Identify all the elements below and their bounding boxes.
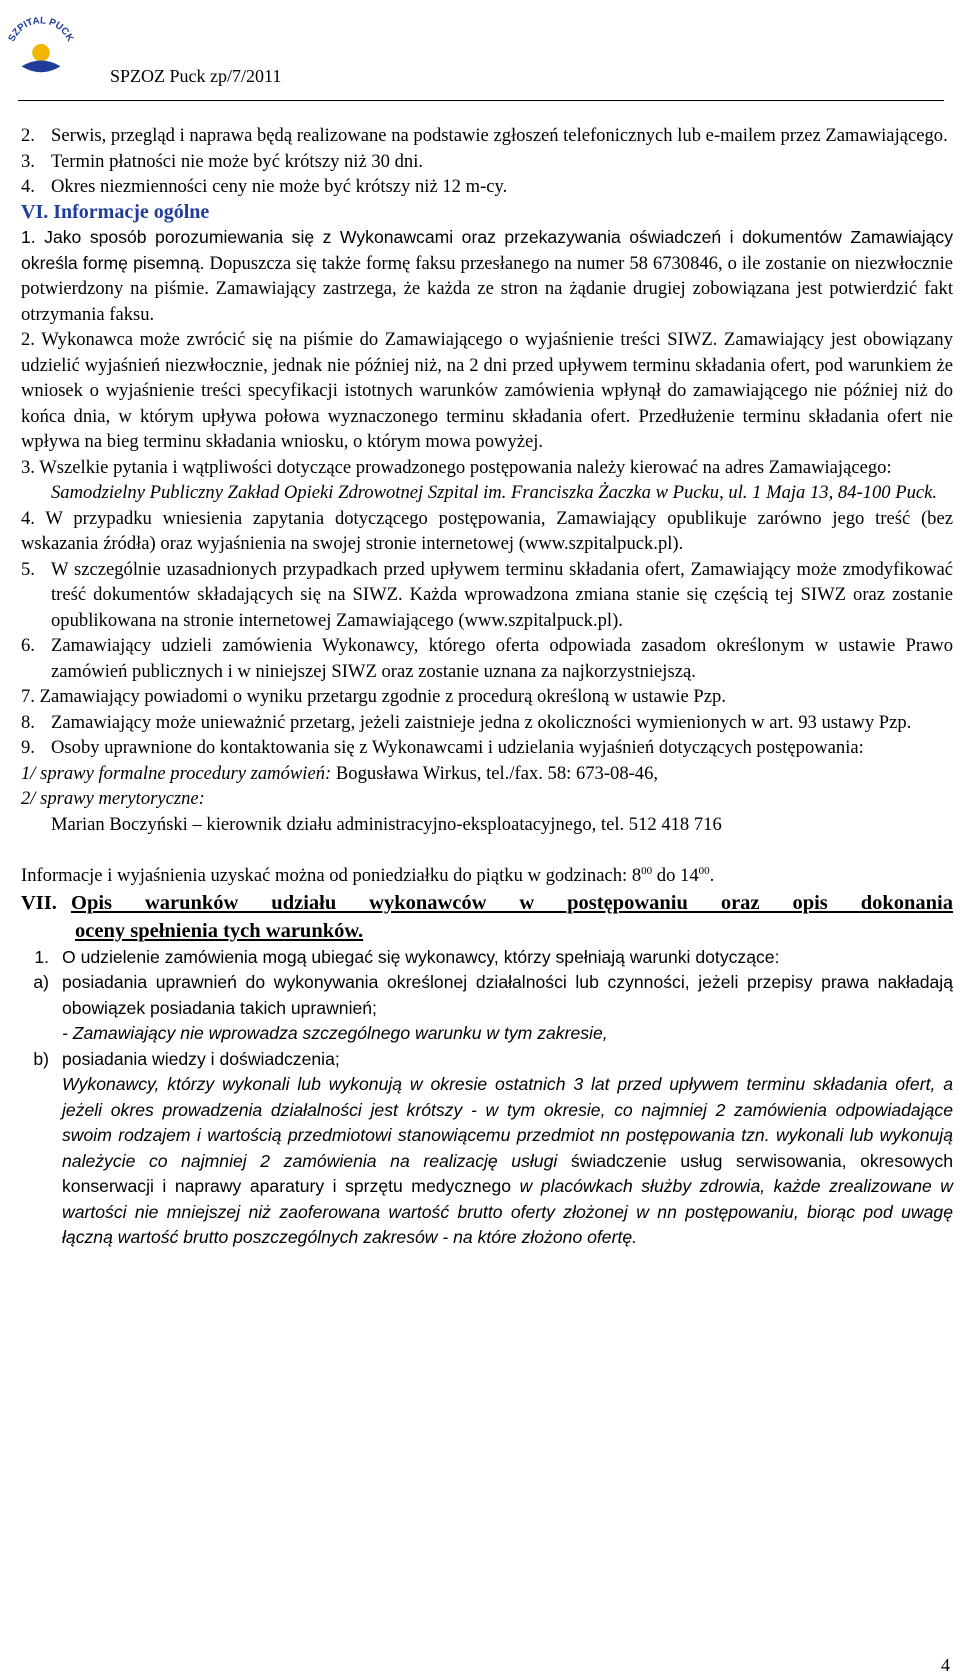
list-item: 2. Serwis, przegląd i naprawa będą realizowane na podstawie zgłoszeń telefonicznych lub e-mailem przez Zamawiającego. xyxy=(21,125,948,146)
page-number: 4 xyxy=(941,1655,950,1675)
section6-item-3: 3. Wszelkie pytania i wątpliwości dotyczące prowadzonego postępowania należy kierować na adres Zamawiającego: xyxy=(21,456,892,478)
condition-a: a) posiadania uprawnień do wykonywania określonej działalności lub czynności, jeżeli przepisy prawa nakładają obowiązek posiadania takich uprawnień; xyxy=(33,972,953,1018)
header-rule xyxy=(18,100,944,101)
document-body xyxy=(21,123,953,1251)
contact-substantive-label: 2/ sprawy merytoryczne: xyxy=(21,788,205,809)
contact-substantive-value: Marian Boczyński – kierownik działu administracyjno-eksploatacyjnego, tel. 512 418 716 xyxy=(51,813,722,835)
svg-text:SZPITAL PUCK: SZPITAL PUCK xyxy=(6,15,76,44)
section7-item-1: 1. O udzielenie zamówienia mogą ubiegać się wykonawcy, którzy spełniają warunki dotyczące: xyxy=(34,946,780,967)
section6-item-2: 2. Wykonawca może zwrócić się na piśmie do Zamawiającego o wyjaśnienie treści SIWZ. Zamawiający jest obowiązany udzielić wyjaśnień niezwłocznie, jednak nie później niż, na 2 dni przed upływem terminu składania ofert, pod warunkiem że wniosek o wyjaśnienie treści specyfikacji istotnych warunków zamówienia wpłynął do zamawiającego nie później niż do końca dnia, w którym upływa połowa wyznaczonego terminu składania ofert. Przedłużenie terminu składania ofert nie wpływa na bieg terminu składania wniosku, o którym mowa powyżej. xyxy=(21,329,953,452)
document-id: SPZOZ Puck zp/7/2011 xyxy=(110,66,282,86)
section-heading-continued: oceny spełnienia tych warunków. xyxy=(75,919,364,942)
condition-a-note: - Zamawiający nie wprowadza szczególnego warunku w tym zakresie, xyxy=(62,1023,608,1043)
section6-item-7: 7. Zamawiający powiadomi o wyniku przetargu zgodnie z procedurą określoną w ustawie Pzp. xyxy=(21,686,726,707)
section6-item-6: 6. Zamawiający udzieli zamówienia Wykonawcy, którego oferta odpowiada zasadom określonym w ustawie Prawo zamówień publicznych i w niniejszej SIWZ oraz zostanie uznana za najkorzystniejszą. xyxy=(21,635,953,682)
contact-formal: 1/ sprawy formalne procedury zamówień: Bogusława Wirkus, tel./fax. 58: 673-08-46, xyxy=(21,762,659,784)
condition-b: b) posiadania wiedzy i doświadczenia; xyxy=(33,1048,340,1069)
section6-item-5: 5. W szczególnie uzasadnionych przypadkach przed upływem terminu składania ofert, Zamawiający może zmodyfikować treść dokumentów składających się na SIWZ. Każda wprowadzona zmiana stanie się częścią tej SIWZ oraz zostanie opublikowana na stronie internetowej Zamawiającego (www.szpitalpuck.pl). xyxy=(21,558,953,631)
office-hours: Informacje i wyjaśnienia uzyskać można od poniedziałku do piątku w godzinach: $8^{00}$ do $14^{00}$. xyxy=(21,864,715,886)
list-item: 3. Termin płatności nie może być krótszy niż 30 dni. xyxy=(21,150,424,172)
address-text: Samodzielny Publiczny Zakład Opieki Zdrowotnej Szpital im. Franciszka Żaczka w Pucku, ul. 1 Maja 13, 84-100 Puck. xyxy=(51,482,938,503)
section6-item-8: 8. Zamawiający może unieważnić przetarg, jeżeli zaistnieje jedna z okoliczności wymienionych w art. 93 ustawy Pzp. xyxy=(21,711,912,733)
section-heading: VI. Informacje ogólne xyxy=(21,200,210,223)
section6-item-9: 9. Osoby uprawnione do kontaktowania się z Wykonawcami i udzielania wyjaśnień dotyczących postępowania: xyxy=(21,737,864,758)
section6-item-4: 4. W przypadku wniesienia zapytania dotyczącego postępowania, Zamawiający opublikuje zarówno jego treść (bez wskazania źródła) oraz wyjaśnienia na swojej stronie internetowej (www.szpitalpuck.pl). xyxy=(21,507,953,554)
section-heading: VII. Opis warunków udziału wykonawców w postępowaniu oraz opis dokonania xyxy=(21,891,953,914)
section6-item-1: 1. Jako sposób porozumiewania się z Wykonawcami oraz przekazywania oświadczeń i dokumentów Zamawiający określa formę pisemną. Dopuszcza się także formę faksu przesłanego na numer 58 6730846, o ile zostanie on niezwłocznie potwierdzony na piśmie. Zamawiający zastrzega, że każda ze stron na żądanie drugiej zobowiązana jest potwierdzić fakt otrzymania faksu. xyxy=(21,227,953,325)
list-item: 4. Okres niezmienności ceny nie może być krótszy niż 12 m-cy. xyxy=(21,176,508,197)
condition-b-detail: Wykonawcy, którzy wykonali lub wykonują w okresie ostatnich 3 lat przed upływem terminu składania ofert, a jeżeli okres prowadzenia działalności jest krótszy - w tym okresie, co najmniej 2 zamówienia odpowiadające swoim rodzajem i wartością przedmiotowi stanowiącemu przedmiot nn postępowania tzn. wykonali lub wykonują należycie co najmniej 2 zamówienia na realizację usługi świadczenie usług serwisowania, okresowych konserwacji i naprawy aparatury i sprzętu medycznego w placówkach służby zdrowia, każde zrealizowane w wartości nie mniejszej niż zaoferowana wartość brutto oferty złożonej w nn postępowaniu, biorąc pod uwagę łączną wartość brutto poszczególnych zakresów - na które złożono ofertę. xyxy=(62,1074,953,1247)
szpital-puck-logo xyxy=(2,2,80,80)
